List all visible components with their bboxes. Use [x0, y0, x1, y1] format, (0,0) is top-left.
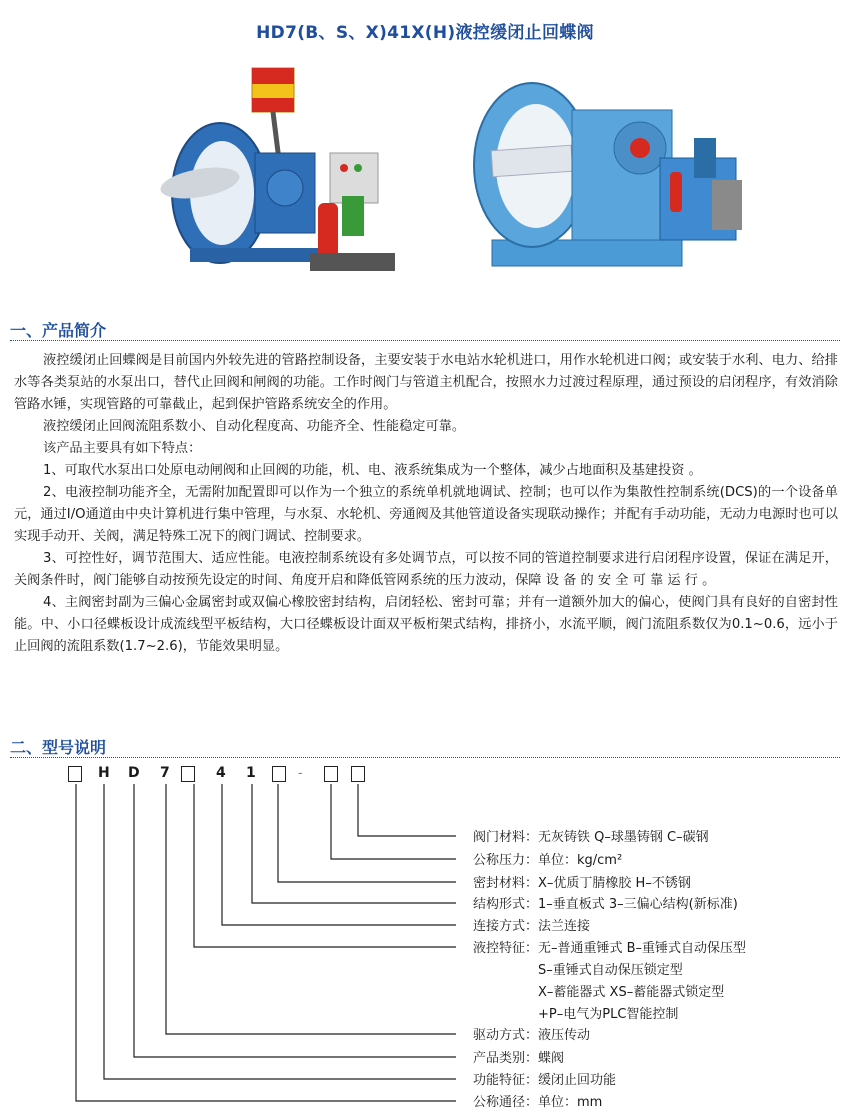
section1-heading: 一、产品简介: [10, 321, 107, 340]
feature-2: 2、电液控制功能齐全，无需附加配置即可以作为一个独立的系统单机就地调试、控制；也可以作为集散性控制系统(DCS)的一个设备单元，通过I/O通道由中央计算机进行集中管理，与水泵、水轮机、旁通阀及其他管道设备实现联动操作；并配有手动功能，无动力电源时也可以实现手动开、关阀，满足特殊工况下的阀门调试、控制要求。: [14, 485, 838, 544]
code-char-h: H: [98, 765, 110, 781]
legend-drive: 驱动方式：液压传动: [472, 1028, 591, 1043]
code-dash: -: [298, 766, 303, 781]
legend-category: 产品类别：蝶阀: [472, 1051, 565, 1066]
feature-1: 1、可取代水泵出口处原电动闸阀和止回阀的功能，机、电、液系统集成为一个整体，减少占地面积及基建投资 。: [43, 463, 702, 478]
intro-paragraph: 液控缓闭止回蝶阀是目前国内外较先进的管路控制设备，主要安装于水电站水轮机进口，用作水轮机进口阀；或安装于水利、电力、给排水等各类泵站的水泵出口，替代止回阀和闸阀的功能。工作时阀门与管道主机配合，按照水力过渡过程原理，通过预设的启闭程序，有效消除管路水锤，实现管路的可靠截止，起到保护管路系统安全的作用。: [14, 353, 838, 412]
legend-function: 功能特征：缓闭止回功能: [472, 1073, 617, 1088]
code-char-1: 1: [246, 765, 256, 781]
code-char-d: D: [128, 765, 140, 781]
legend-structure: 结构形式：1–垂直板式 3–三偏心结构(新标准): [472, 897, 738, 912]
feature-3: 3、可控性好，调节范围大、适应性能。电液控制系统设有多处调节点，可以按不同的管道控制要求进行启闭程序设置，保证在满足开，关阀条件时，阀门能够自动按预先设定的时间、角度开启和降低管网系统的压力波动，保障 设 备 的 安 全 可 靠 运 行 。: [14, 551, 838, 588]
legend-pressure: 公称压力：单位：kg/cm²: [472, 853, 623, 868]
code-char-7: 7: [160, 765, 170, 781]
section2-heading: 二、型号说明: [10, 738, 107, 757]
legend-connection: 连接方式：法兰连接: [472, 919, 591, 934]
legend-hydraulic-p: +P–电气为PLC智能控制: [538, 1007, 679, 1022]
page-title: HD7(B、S、X)41X(H)液控缓闭止回蝶阀: [256, 23, 594, 43]
legend-hydraulic: 液控特征：无–普通重锤式 B–重锤式自动保压型: [472, 941, 747, 956]
legend-hydraulic-x: X–蓄能器式 XS–蓄能器式锁定型: [538, 985, 725, 1000]
legend-material: 阀门材料：无灰铸铁 Q–球墨铸钢 C–碳钢: [472, 830, 709, 845]
legend-seal: 密封材料：X–优质丁腈橡胶 H–不锈钢: [472, 876, 691, 891]
legend-hydraulic-s: S–重锤式自动保压锁定型: [538, 963, 683, 978]
legend-diameter: 公称通径：单位：mm: [472, 1095, 603, 1110]
code-char-4: 4: [216, 765, 226, 781]
feature-4: 4、主阀密封副为三偏心金属密封或双偏心橡胶密封结构，启闭轻松、密封可靠；并有一道额外加大的偏心，使阀门具有良好的自密封性能。中、小口径蝶板设计成流线型平板结构，大口径蝶板设计面双平板桁架式结构，排挤小，水流平顺，阀门流阻系数仅为0.1~0.6，远小于止回阀的流阻系数(1.7~2.6)，节能效果明显。: [14, 595, 838, 654]
features-intro: 该产品主要具有如下特点：: [43, 441, 202, 456]
summary-paragraph: 液控缓闭止回阀流阻系数小、自动化程度高、功能齐全、性能稳定可靠。: [43, 419, 466, 434]
